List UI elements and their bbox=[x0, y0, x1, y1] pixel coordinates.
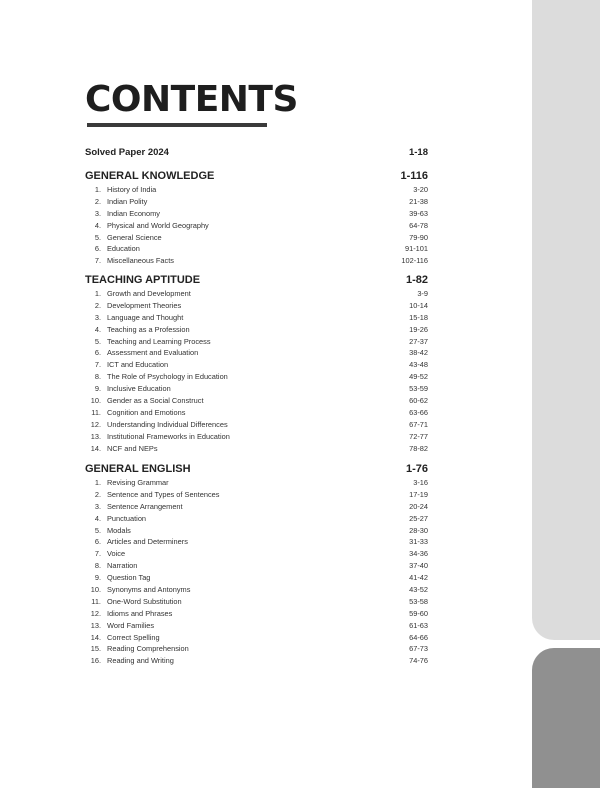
toc-entry-title: Institutional Frameworks in Education bbox=[107, 431, 230, 441]
section-page-range: 1-82 bbox=[405, 274, 428, 286]
toc-entry[interactable] bbox=[85, 243, 428, 255]
toc-entry-number: 10. bbox=[90, 396, 101, 406]
toc-entry-number: 6. bbox=[94, 537, 101, 547]
toc-entry-pages: 10-14 bbox=[409, 300, 428, 310]
toc-entry-title: Teaching as a Profession bbox=[107, 324, 190, 334]
toc-entry-pages: 43-48 bbox=[409, 360, 428, 370]
toc-entry[interactable] bbox=[85, 184, 428, 196]
toc-entry-pages: 28-30 bbox=[409, 525, 428, 535]
toc-entry-pages: 17-19 bbox=[409, 489, 428, 499]
toc-entry-title: Sentence and Types of Sentences bbox=[107, 489, 220, 499]
toc-entry-pages: 3-20 bbox=[413, 185, 428, 194]
toc-entry-pages: 31-33 bbox=[409, 537, 428, 547]
toc-entry-number: 14. bbox=[90, 443, 101, 453]
toc-entry-number: 4. bbox=[94, 220, 101, 230]
toc-entry-number: 10. bbox=[90, 585, 101, 595]
toc-entry-pages: 37-40 bbox=[409, 561, 428, 571]
toc-entry-number: 2. bbox=[94, 300, 101, 310]
toc-entry-title: Indian Polity bbox=[107, 196, 148, 206]
solved-paper-pages: 1-18 bbox=[408, 147, 428, 158]
solved-paper-label: Solved Paper 2024 bbox=[85, 147, 169, 158]
toc-entry-title: Cognition and Emotions bbox=[107, 407, 186, 417]
toc-entry-pages: 67-73 bbox=[409, 644, 428, 654]
toc-entry-number: 13. bbox=[90, 431, 101, 441]
toc-entry-number: 2. bbox=[94, 196, 101, 206]
toc-entry-title: Sentence Arrangement bbox=[107, 501, 183, 511]
toc-entry-title: Teaching and Learning Process bbox=[107, 336, 211, 346]
toc-entry-number: 15. bbox=[90, 644, 101, 654]
toc-entry-pages: 43-52 bbox=[409, 585, 428, 595]
toc-entry-pages: 63-66 bbox=[409, 407, 428, 417]
toc-entry-title: Idioms and Phrases bbox=[107, 608, 173, 618]
toc-entry-title: Growth and Development bbox=[107, 289, 191, 298]
toc-entry-pages: 78-82 bbox=[409, 443, 428, 453]
toc-entry-pages: 91-101 bbox=[404, 244, 428, 254]
title-underline bbox=[87, 123, 267, 127]
toc-entry-number: 7. bbox=[94, 360, 101, 370]
toc-entry-title: Assessment and Evaluation bbox=[107, 348, 199, 358]
toc-entry-pages: 19-26 bbox=[409, 324, 428, 334]
toc-entry-number: 3. bbox=[94, 208, 101, 218]
toc-entry-title: Indian Economy bbox=[107, 208, 160, 218]
toc-entry-number: 11. bbox=[91, 596, 101, 606]
toc-entry-title: Modals bbox=[107, 525, 131, 535]
section-title: GENERAL ENGLISH bbox=[85, 463, 191, 475]
toc-entry-title: Correct Spelling bbox=[107, 632, 160, 642]
toc-entry-number: 6. bbox=[94, 244, 101, 254]
toc-entry-pages: 21-38 bbox=[409, 196, 428, 206]
toc-entry-pages: 38-42 bbox=[409, 348, 428, 358]
toc-entry-pages: 67-71 bbox=[409, 419, 428, 429]
toc-entry[interactable] bbox=[85, 489, 428, 501]
solved-paper-row[interactable] bbox=[85, 147, 428, 158]
toc-entry-pages: 53-59 bbox=[409, 384, 428, 394]
toc-entry-title: Development Theories bbox=[107, 300, 182, 310]
toc-entry-pages: 3-9 bbox=[417, 289, 428, 298]
toc-entry[interactable] bbox=[85, 232, 428, 244]
toc-entry-pages: 64-66 bbox=[409, 632, 428, 642]
toc-entry-pages: 15-18 bbox=[409, 312, 428, 322]
toc-entry[interactable] bbox=[85, 196, 428, 208]
toc-entry-pages: 102-116 bbox=[401, 256, 428, 266]
section-page-range: 1-116 bbox=[400, 170, 428, 182]
toc-entry-pages: 61-63 bbox=[409, 620, 428, 630]
toc-entry[interactable] bbox=[85, 312, 428, 324]
toc-entry[interactable] bbox=[85, 572, 428, 584]
toc-entry-number: 11. bbox=[91, 407, 101, 417]
toc-entry[interactable] bbox=[85, 443, 428, 455]
toc-entry-pages: 49-52 bbox=[409, 372, 428, 382]
toc-entry[interactable] bbox=[85, 371, 428, 383]
toc-entry[interactable] bbox=[85, 584, 428, 596]
toc-entry[interactable] bbox=[85, 477, 428, 489]
toc-entry-pages: 79-90 bbox=[409, 232, 428, 242]
toc-entry[interactable] bbox=[85, 255, 428, 267]
toc-entry[interactable] bbox=[85, 208, 428, 220]
toc-entry-title: Revising Grammar bbox=[107, 478, 169, 487]
toc-entry-title: The Role of Psychology in Education bbox=[107, 372, 228, 382]
toc-entry[interactable] bbox=[85, 632, 428, 644]
toc-entry-title: Articles and Determiners bbox=[107, 537, 188, 547]
toc-entry-title: Word Families bbox=[107, 620, 155, 630]
section-heading[interactable] bbox=[85, 272, 428, 288]
toc-entry[interactable] bbox=[85, 643, 428, 655]
toc-entry-number: 14. bbox=[90, 632, 101, 642]
toc-entry[interactable] bbox=[85, 324, 428, 336]
toc-entry-pages: 27-37 bbox=[409, 336, 428, 346]
toc-entry-number: 3. bbox=[94, 312, 101, 322]
toc-entry-number: 6. bbox=[94, 348, 101, 358]
toc-entry-number: 12. bbox=[90, 419, 101, 429]
toc-entry-title: Voice bbox=[107, 549, 126, 559]
toc-entry[interactable] bbox=[85, 395, 428, 407]
toc-entry[interactable] bbox=[85, 608, 428, 620]
toc-entry-pages: 64-78 bbox=[409, 220, 428, 230]
toc-entry-number: 2. bbox=[94, 489, 101, 499]
toc-entry[interactable] bbox=[85, 596, 428, 608]
toc-entry[interactable] bbox=[85, 383, 428, 395]
toc-entry-number: 5. bbox=[94, 525, 101, 535]
toc-entry-title: Reading Comprehension bbox=[107, 644, 189, 654]
section-title: TEACHING APTITUDE bbox=[85, 274, 201, 286]
toc-entry-title: Education bbox=[107, 244, 140, 254]
toc-entry[interactable] bbox=[85, 359, 428, 371]
toc-entry[interactable] bbox=[85, 419, 428, 431]
toc-entry[interactable] bbox=[85, 513, 428, 525]
toc-entry-number: 1. bbox=[94, 478, 101, 487]
toc-entry-number: 1. bbox=[94, 289, 101, 298]
toc-entry[interactable] bbox=[85, 300, 428, 312]
toc-entry-number: 13. bbox=[90, 620, 101, 630]
toc-entry-number: 5. bbox=[94, 336, 101, 346]
toc-entry-pages: 3-16 bbox=[413, 478, 428, 487]
toc-entry-number: 4. bbox=[94, 513, 101, 523]
toc-entry-pages: 60-62 bbox=[409, 396, 428, 406]
toc-entry-title: Inclusive Education bbox=[107, 384, 171, 394]
toc-entry[interactable] bbox=[85, 347, 428, 359]
toc-entry[interactable] bbox=[85, 336, 428, 348]
toc-entry[interactable] bbox=[85, 501, 428, 513]
toc-entry-pages: 72-77 bbox=[409, 431, 428, 441]
toc-entry-pages: 41-42 bbox=[409, 573, 428, 583]
toc-entry-title: Miscellaneous Facts bbox=[107, 256, 174, 266]
toc-entry-number: 4. bbox=[94, 324, 101, 334]
toc-entry[interactable] bbox=[85, 525, 428, 537]
section-general-english bbox=[85, 461, 428, 667]
section-heading[interactable] bbox=[85, 168, 428, 184]
toc-entry[interactable] bbox=[85, 548, 428, 560]
toc-entry-number: 7. bbox=[94, 549, 101, 559]
toc-entry-number: 8. bbox=[94, 372, 101, 382]
toc-entry-pages: 59-60 bbox=[409, 608, 428, 618]
toc-entry[interactable] bbox=[85, 431, 428, 443]
toc-entry-pages: 53-58 bbox=[409, 596, 428, 606]
toc-entry-title: General Science bbox=[107, 232, 162, 242]
toc-entry-title: One-Word Substitution bbox=[107, 596, 182, 606]
toc-entry-number: 16. bbox=[90, 656, 101, 666]
toc-entry-title: Narration bbox=[107, 561, 138, 571]
toc-entry-number: 7. bbox=[94, 256, 101, 266]
toc-entry-number: 1. bbox=[94, 185, 101, 194]
toc-entry-pages: 74-76 bbox=[409, 656, 428, 666]
toc-entry-title: Punctuation bbox=[107, 513, 147, 523]
toc-entry[interactable] bbox=[85, 620, 428, 632]
toc-entry-number: 5. bbox=[94, 232, 101, 242]
toc-entry[interactable] bbox=[85, 560, 428, 572]
toc-entry-title: Question Tag bbox=[107, 573, 151, 583]
toc-entry-title: Understanding Individual Differences bbox=[107, 419, 228, 429]
side-tab-light bbox=[532, 0, 600, 640]
toc-entry-title: Language and Thought bbox=[107, 312, 184, 322]
toc-entry-number: 12. bbox=[90, 608, 101, 618]
toc-entry-title: Reading and Writing bbox=[107, 656, 174, 666]
toc-entry[interactable] bbox=[85, 536, 428, 548]
toc-entry-title: History of India bbox=[107, 185, 157, 194]
page-title: CONTENTS bbox=[85, 79, 298, 120]
toc-entry-title: Synonyms and Antonyms bbox=[107, 585, 191, 595]
toc-entry-pages: 34-36 bbox=[409, 549, 428, 559]
section-general-knowledge bbox=[85, 168, 428, 267]
toc-entry-pages: 25-27 bbox=[409, 513, 428, 523]
toc-entry[interactable] bbox=[85, 288, 428, 300]
toc-entry-number: 9. bbox=[94, 384, 101, 394]
side-tab-dark bbox=[532, 648, 600, 788]
toc-entry-title: Gender as a Social Construct bbox=[107, 396, 204, 406]
toc-entry-title: Physical and World Geography bbox=[107, 220, 209, 230]
toc-entry[interactable] bbox=[85, 220, 428, 232]
toc-entry-number: 9. bbox=[94, 573, 101, 583]
toc-entry-pages: 20-24 bbox=[409, 501, 428, 511]
toc-entry-title: NCF and NEPs bbox=[107, 443, 158, 453]
section-title: GENERAL KNOWLEDGE bbox=[85, 170, 215, 182]
toc-entry-pages: 39-63 bbox=[409, 208, 428, 218]
toc-entry-title: ICT and Education bbox=[107, 360, 169, 370]
toc-entry-number: 8. bbox=[94, 561, 101, 571]
toc-entry-number: 3. bbox=[94, 501, 101, 511]
toc-entry[interactable] bbox=[85, 655, 428, 667]
section-teaching-aptitude bbox=[85, 272, 428, 454]
section-heading[interactable] bbox=[85, 461, 428, 477]
toc-entry[interactable] bbox=[85, 407, 428, 419]
section-page-range: 1-76 bbox=[405, 463, 428, 475]
